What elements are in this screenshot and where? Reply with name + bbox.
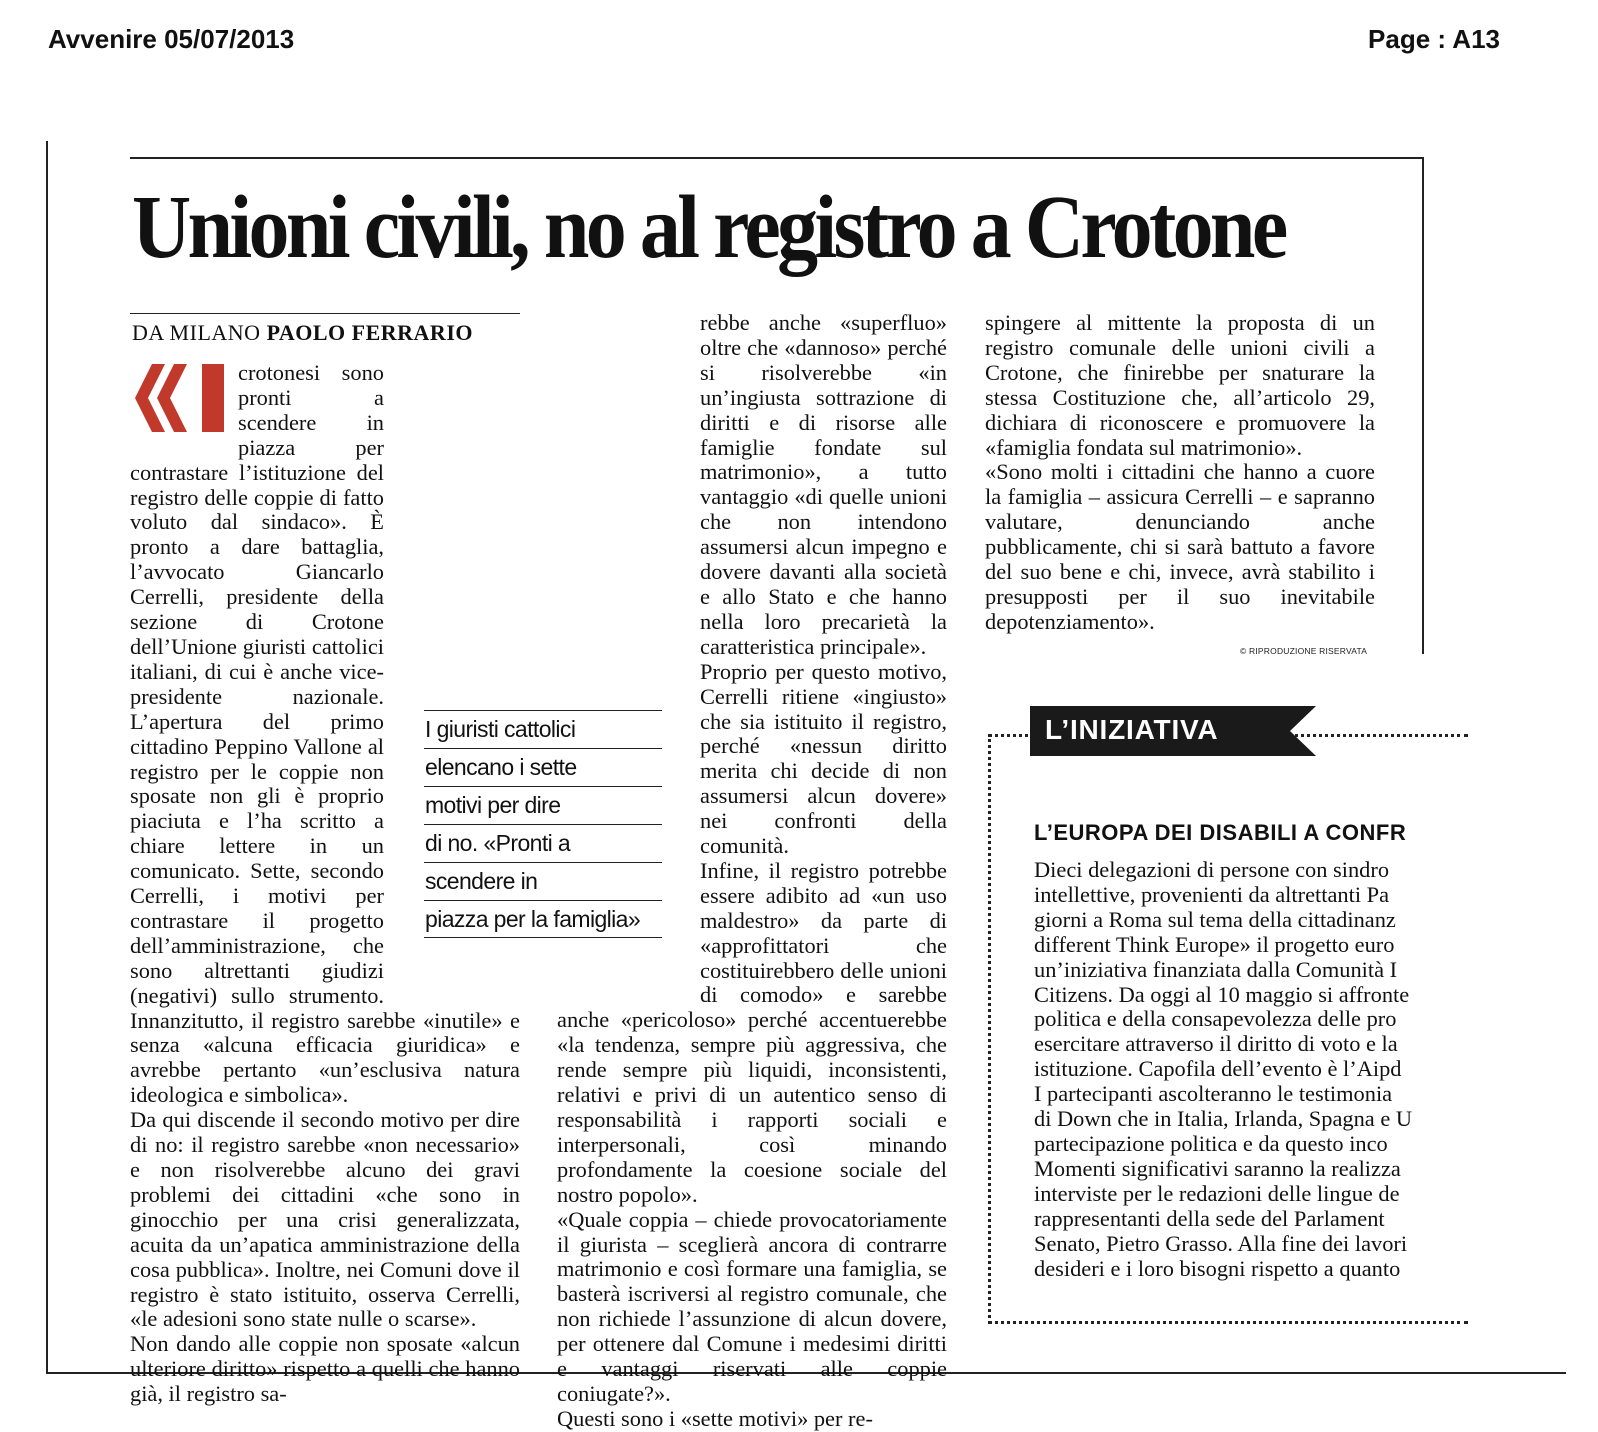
byline — [132, 320, 522, 346]
sidebar-text-line: giorni a Roma sul tema della cittadinanz — [1034, 906, 1396, 932]
byline-author: PAOLO FERRARIO — [266, 320, 473, 345]
article-paragraph: crotonesi sono pronti a scendere in piazza per contrastare l’istituzione del registro delle coppie di fatto voluto dal sindaco». È pronto a dare battaglia, l’avvocato Giancarlo Cerrelli, presidente della sezione di Crotone dell’Unione giuristi cattolici italiani, di cui è anche vice-presidente nazionale. L’apertura del primo cittadino Peppino Vallone al registro per le coppie non sposate non gli è proprio piaciuta e l’ha scritto a chiare lettere in un comunicato. Sette, secondo Cerrelli, i motivi per contrastare il progetto dell’amministrazione, che sono altrettanti giudizi (negativi) sullo strumento. Innanzitutto, il registro sarebbe «inutile» e senza «alcuna efficacia giuridica» e avrebbe pertanto «un’esclusiva natura ideologica e simbolica». — [130, 360, 520, 1108]
sidebar-text-line: di Down che in Italia, Irlanda, Spagna e U — [1034, 1106, 1413, 1132]
sidebar-title: L’EUROPA DEI DISABILI A CONFR — [1034, 820, 1407, 845]
frame-left-rule — [46, 141, 48, 1373]
pull-quote — [424, 710, 662, 938]
page-number: Page : A13 — [1368, 24, 1500, 54]
sidebar-tag: L’INIZIATIVA — [1045, 714, 1219, 745]
sidebar-text-line: politica e della consapevolezza delle pro — [1034, 1006, 1397, 1032]
byline-rule — [130, 313, 520, 314]
pull-quote-line: motivi per dire — [424, 786, 662, 824]
sidebar-text-line: intellettive, provenienti da altrettanti Pa — [1034, 881, 1390, 907]
article-paragraph: spingere al mittente la proposta di un registro comunale delle unioni civili a Crotone, che finirebbe per snaturare la stessa Costituzione che, all’articolo 29, dichiara di riconoscere e promuovere la «famiglia fondata sul matrimonio». — [985, 310, 1375, 460]
article-paragraph: «Quale coppia – chiede provocatoriamente il giurista – sceglierà ancora di contrarre matrimonio e così formare una famiglia, se basterà iscriversi al registro comunale, che non richiede l’assunzione di alcun dovere, per ottenere dal Comune i medesimi diritti e vantaggi riservati alle coppie coniugate?». — [557, 1206, 947, 1406]
article-paragraph: Infine, il registro potrebbe essere adibito ad «un uso maldestro» da parte di «approfittatori che costituirebbero delle unioni di comodo» e sarebbe anche «pericoloso» perché accentuerebbe «la tendenza, sempre più aggressiva, che rende sempre più liquidi, inconsistenti, relativi e privi di un autentico senso di responsabilità i rapporti sociali e interpersonali, così minando profondamente la coesione sociale del nostro popolo». — [557, 857, 947, 1207]
headline: Unioni civili, no al registro a Crotone — [132, 178, 1285, 277]
pull-quote-line: elencano i sette — [424, 748, 662, 786]
article-column-3 — [985, 311, 1375, 635]
article-top-rule — [130, 157, 1424, 159]
sidebar-text-line: Senato, Pietro Grasso. Alla fine dei lavori — [1034, 1230, 1408, 1256]
sidebar-text-line: different Think Europe» il progetto euro — [1034, 931, 1395, 957]
pull-quote-line: piazza per la famiglia» — [424, 900, 662, 938]
copyright-note: © RIPRODUZIONE RISERVATA — [1240, 646, 1368, 656]
article-paragraph: «Sono molti i cittadini che hanno a cuore la famiglia – assicura Cerrelli – e sapranno valutare, denunciando anche pubblicamente, chi si sarà battuto a favore del suo bene e chi, invece, avrà stabilito i presupposti per il suo inevitabile depotenziamento». — [985, 459, 1375, 634]
sidebar-text-line: Dieci delegazioni di persone con sindro — [1034, 857, 1390, 882]
sidebar-text-line: Momenti significativi saranno la realizza — [1034, 1155, 1401, 1181]
sidebar-body — [1034, 858, 1470, 1298]
newspaper-source-date: Avvenire 05/07/2013 — [48, 24, 295, 54]
pull-quote-line: di no. «Pronti a — [424, 824, 662, 862]
article-paragraph: Questi sono i «sette motivi» per re- — [557, 1405, 873, 1431]
article-paragraph: Proprio per questo motivo, Cerrelli ritiene «ingiusto» che sia istituito il registro, perché «nessun diritto merita chi decide di non assumersi alcun dovere» nei confronti della comunità. — [700, 658, 947, 859]
byline-prefix: DA MILANO — [132, 320, 261, 345]
pull-quote-line: I giuristi cattolici — [424, 710, 662, 748]
article-paragraph: Da qui discende il secondo motivo per dire di no: il registro sarebbe «non necessario» e non risolverebbe alcuno dei gravi problemi dei cittadini «che sono in ginocchio per una crisi generalizzata, acuita da un’apatica amministrazione della cosa pubblica». Inoltre, nei Comuni dove il registro è stato istituito, osserva Cerrelli, «le adesioni sono state nulle o scarse». — [130, 1107, 520, 1332]
sidebar-text-line: partecipazione politica e da questo inco — [1034, 1130, 1388, 1156]
sidebar-text-line: desideri e i loro bisogni rispetto a quanto — [1034, 1255, 1401, 1281]
sidebar-text-line: rappresentanti della sede del Parlament — [1034, 1205, 1385, 1231]
article-paragraph: rebbe anche «superfluo» oltre che «dannoso» perché si risolverebbe «in un’ingiusta sottrazione di diritti e di risorse alle famiglie fondate sul matrimonio», a tutto vantaggio «di quelle unioni che non intendono assumersi alcun impegno e dovere davanti alla società e allo Stato e che hanno nella loro precarietà la caratteristica principale». — [700, 310, 947, 659]
article-right-rule — [1422, 157, 1424, 654]
sidebar-text-line: interviste per le redazioni delle lingue de — [1034, 1180, 1400, 1206]
pull-quote-line: scendere in — [424, 862, 662, 900]
sidebar-text-line: I partecipanti ascolteranno le testimonia — [1034, 1081, 1393, 1107]
sidebar-text-line: esercitare attraverso il diritto di voto e la — [1034, 1031, 1398, 1057]
article-paragraph: Non dando alle coppie non sposate «alcun ulteriore diritto» rispetto a quelli che hanno già, il registro sa- — [130, 1331, 520, 1407]
sidebar-text-line: Citizens. Da oggi al 10 maggio si affronte — [1034, 981, 1410, 1007]
sidebar-text-line: un’iniziativa finanziata dalla Comunità I — [1034, 956, 1398, 982]
sidebar-text-line: istituzione. Capofila dell’evento è l’Aipd — [1034, 1056, 1402, 1082]
